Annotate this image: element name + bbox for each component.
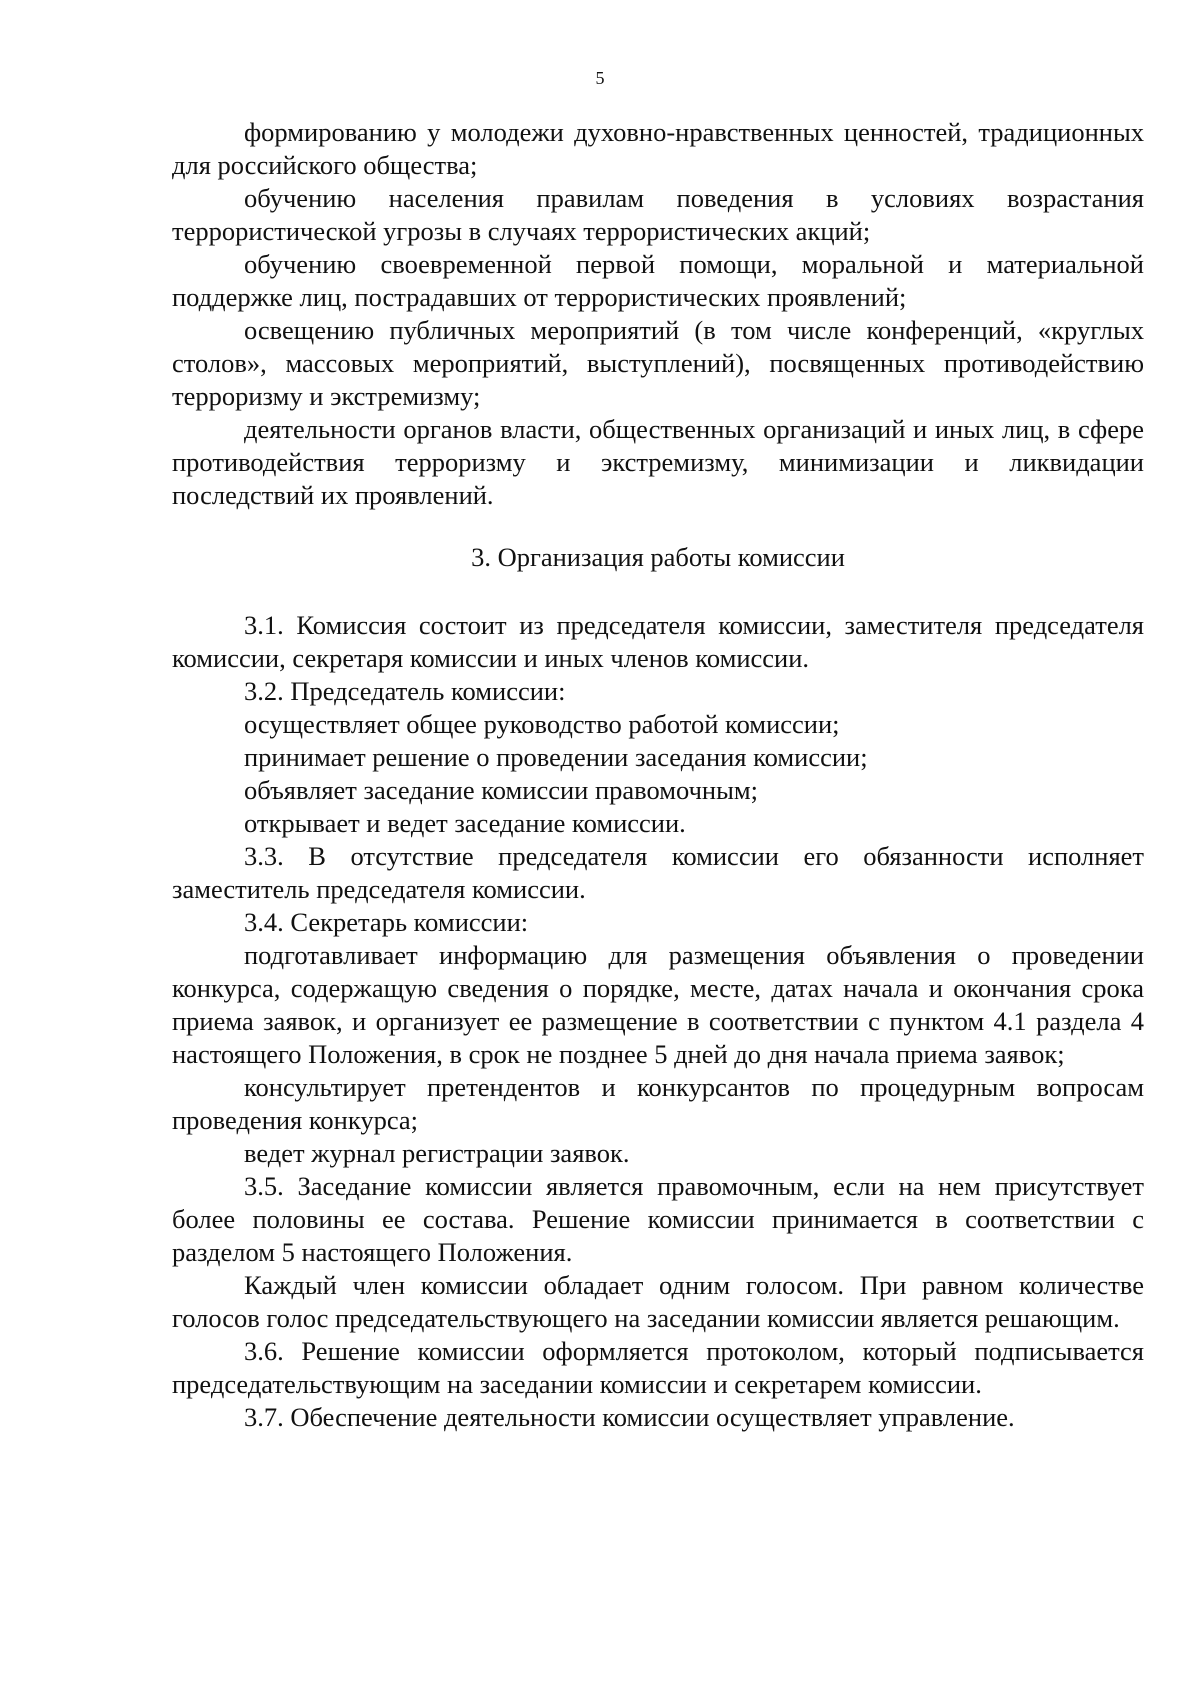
paragraph: деятельности органов власти, общественных организаций и иных лиц, в сфере противодействия терроризму и экстремизму, минимизации и ликвидации последствий их проявлений. xyxy=(172,414,1144,510)
paragraph: осуществляет общее руководство работой комиссии; xyxy=(244,709,840,739)
paragraph: 3.2. Председатель комиссии: xyxy=(244,676,566,706)
paragraph: 3.4. Секретарь комиссии: xyxy=(244,907,529,937)
document-body xyxy=(172,116,1144,1434)
section-heading: 3. Организация работы комиссии xyxy=(471,542,845,572)
paragraph: 3.5. Заседание комиссии является правомочным, если на нем присутствует более половины ее состава. Решение комиссии принимается в соответствии с разделом 5 настоящего Положения. xyxy=(172,1171,1144,1267)
paragraph: 3.6. Решение комиссии оформляется протоколом, который подписывается председательствующим на заседании комиссии и секретарем комиссии. xyxy=(172,1336,1144,1399)
paragraph: обучению населения правилам поведения в условиях возрастания террористической угрозы в случаях террористических акций; xyxy=(172,183,1144,246)
paragraph: 3.7. Обеспечение деятельности комиссии осуществляет управление. xyxy=(244,1402,1015,1432)
paragraph: открывает и ведет заседание комиссии. xyxy=(244,808,686,838)
paragraph: подготавливает информацию для размещения объявления о проведении конкурса, содержащую сведения о порядке, месте, датах начала и окончания срока приема заявок, и организует ее размещение в соответствии с пунктом 4.1 раздела 4 настоящего Положения, в срок не позднее 5 дней до дня начала приема заявок; xyxy=(172,940,1144,1069)
paragraph: принимает решение о проведении заседания комиссии; xyxy=(244,742,868,772)
paragraph: объявляет заседание комиссии правомочным; xyxy=(244,775,759,805)
paragraph: Каждый член комиссии обладает одним голосом. При равном количестве голосов голос председательствующего на заседании комиссии является решающим. xyxy=(172,1270,1144,1333)
paragraph: 3.1. Комиссия состоит из председателя комиссии, заместителя председателя комиссии, секретаря комиссии и иных членов комиссии. xyxy=(172,610,1144,673)
paragraph: формированию у молодежи духовно-нравственных ценностей, традиционных для российского общества; xyxy=(172,117,1144,180)
paragraph: консультирует претендентов и конкурсантов по процедурным вопросам проведения конкурса; xyxy=(172,1072,1144,1135)
paragraph: 3.3. В отсутствие председателя комиссии его обязанности исполняет заместитель председателя комиссии. xyxy=(172,841,1144,904)
paragraph: обучению своевременной первой помощи, моральной и материальной поддержке лиц, пострадавших от террористических проявлений; xyxy=(172,249,1144,312)
paragraph: ведет журнал регистрации заявок. xyxy=(244,1138,630,1168)
paragraph: освещению публичных мероприятий (в том числе конференций, «круглых столов», массовых мероприятий, выступлений), посвященных противодействию терроризму и экстремизму; xyxy=(172,315,1144,411)
page-number: 5 xyxy=(595,68,605,88)
